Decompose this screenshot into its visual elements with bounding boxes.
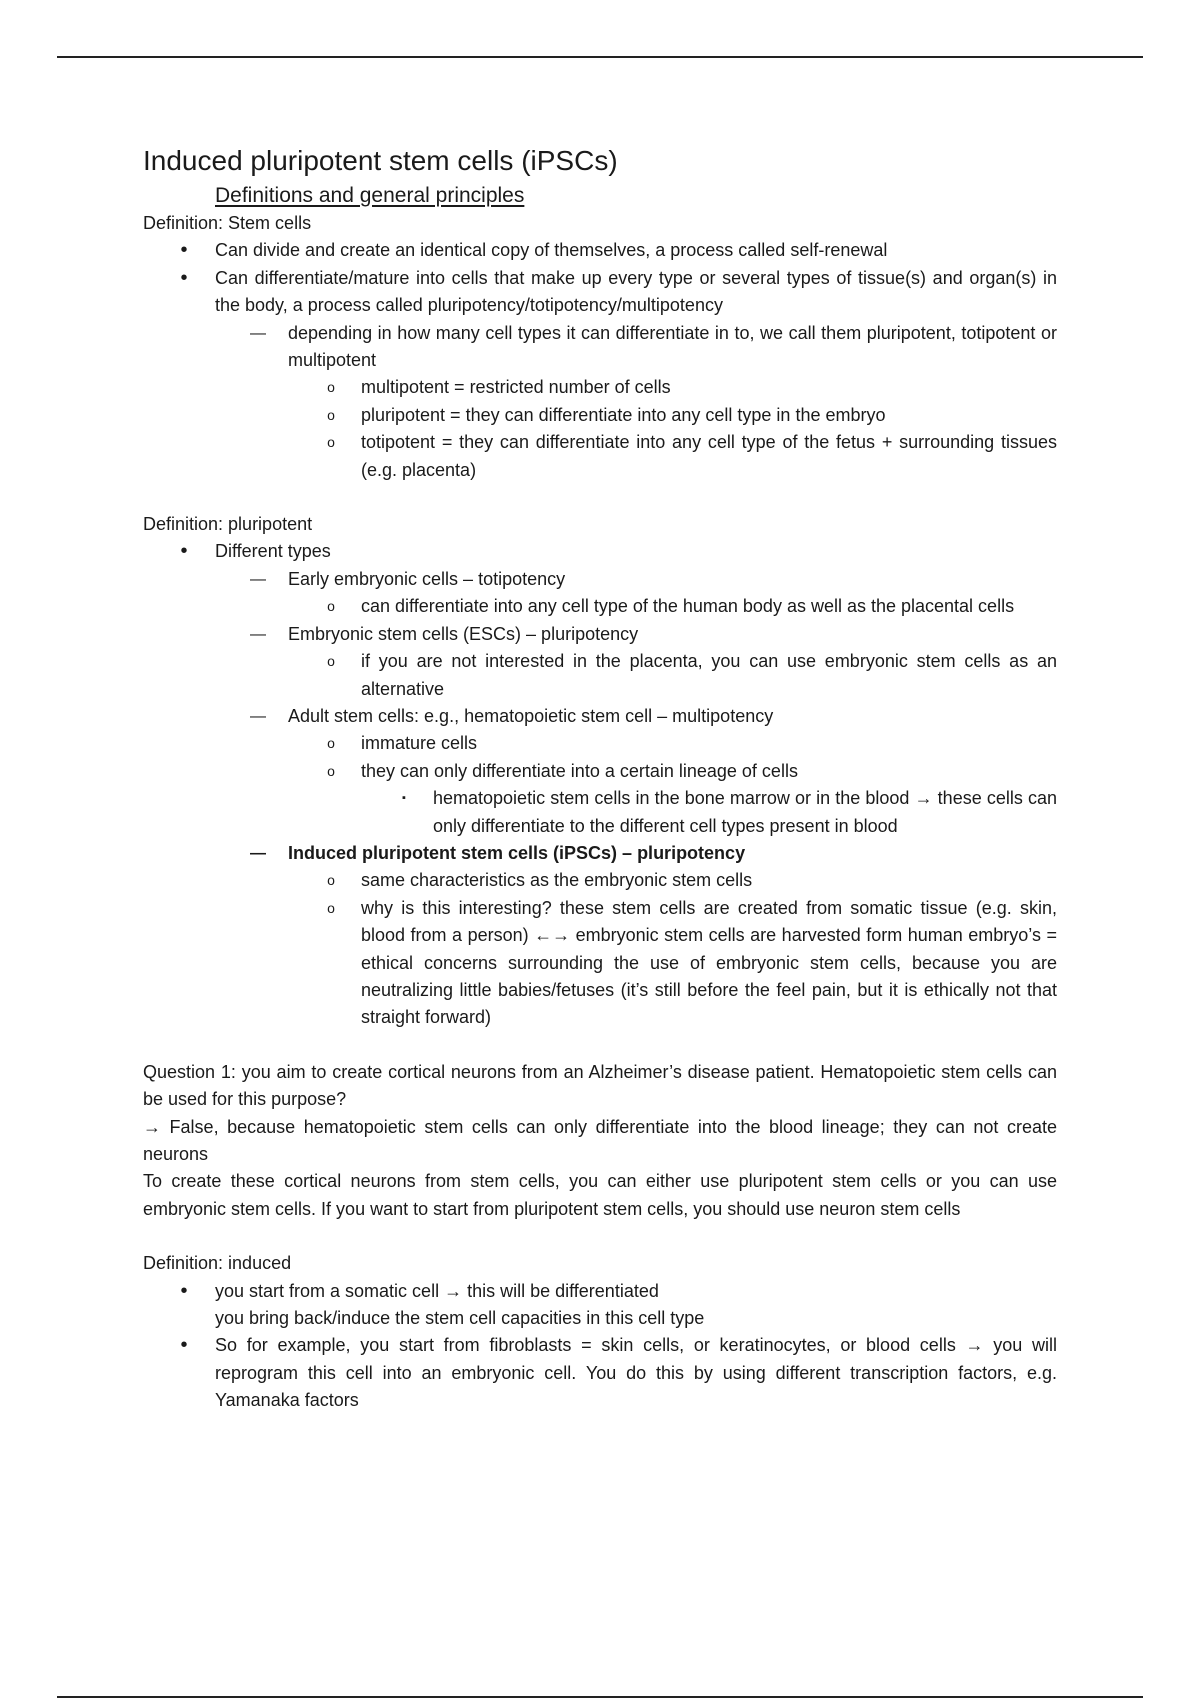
list-item-text: Induced pluripotent stem cells (iPSCs) – pluripotency (288, 842, 746, 863)
list-item-text: Embryonic stem cells (ESCs) – pluripotency (288, 623, 639, 644)
question-text: Question 1: you aim to create cortical neurons from an Alzheimer’s disease patient. Hematopoietic stem cells can be used for this purpose? (143, 1061, 1057, 1110)
list-item-text: So for example, you start from fibroblasts = skin cells, or keratinocytes, or blood cells → you will reprogram this cell into an embryonic cell. You do this by using different transcription factors, e.g. Yamanaka factors (215, 1335, 1057, 1411)
list-item (143, 621, 1057, 648)
answer-text: → False, because hematopoietic stem cells can only differentiate into the blood lineage; they can not create neurons (143, 1116, 1057, 1164)
list-item (143, 703, 1057, 730)
list-item-text: pluripotent = they can differentiate into any cell type in the embryo (361, 404, 886, 425)
list-item (143, 785, 1057, 840)
circle-bullet-icon: o (327, 653, 335, 670)
page-title: Induced pluripotent stem cells (iPSCs) (143, 145, 618, 176)
footer-rule (57, 1696, 1143, 1698)
list-item (143, 265, 1057, 320)
list-item-text: they can only differentiate into a certain lineage of cells (361, 760, 798, 781)
pluripotent-heading: Definition: pluripotent (143, 514, 313, 535)
list-item-text: totipotent = they can differentiate into any cell type of the fetus + surrounding tissues (e.g. placenta) (361, 432, 1057, 480)
list-item-text: if you are not interested in the placenta, you can use embryonic stem cells as an alternative (361, 651, 1057, 699)
list-item (143, 593, 1057, 620)
circle-bullet-icon: o (327, 899, 335, 916)
stem-cells-list (143, 237, 1057, 484)
dash-icon: — (250, 625, 266, 643)
spacer (143, 1223, 1057, 1250)
dash-icon: — (250, 324, 266, 342)
dash-icon: — (250, 707, 266, 725)
induced-list (143, 1278, 1057, 1415)
induced-heading: Definition: induced (143, 1253, 292, 1274)
list-item-text: Adult stem cells: e.g., hematopoietic stem cell – multipotency (288, 705, 774, 726)
list-item-text: immature cells (361, 733, 478, 754)
list-item (143, 402, 1057, 429)
list-item (143, 758, 1057, 785)
bullet-icon: • (180, 1334, 188, 1357)
list-item (143, 1278, 1057, 1333)
circle-bullet-icon: o (327, 598, 335, 615)
circle-bullet-icon: o (327, 872, 335, 889)
bullet-icon: • (180, 266, 188, 289)
list-item-text: depending in how many cell types it can differentiate in to, we call them pluripotent, totipotent or multipotent (288, 322, 1057, 371)
circle-bullet-icon: o (327, 762, 335, 779)
dash-icon: — (250, 570, 266, 588)
list-item-text: you bring back/induce the stem cell capacities in this cell type (215, 1308, 705, 1329)
list-item-text: Can divide and create an identical copy of themselves, a process called self-renewal (215, 240, 888, 261)
stem-cells-heading: Definition: Stem cells (143, 213, 312, 233)
list-item (143, 840, 1057, 867)
list-item (143, 648, 1057, 703)
document-page (143, 143, 1057, 1415)
list-item-text: can differentiate into any cell type of the human body as well as the placental cells (361, 596, 1015, 617)
explanation-text: To create these cortical neurons from stem cells, you can either use pluripotent stem cells or you can use embryonic stem cells. If you want to start from pluripotent stem cells, you should use neuron stem cells (143, 1171, 1057, 1219)
header-rule (57, 56, 1143, 58)
list-item-text: multipotent = restricted number of cells (361, 377, 671, 398)
section-subtitle: Definitions and general principles (215, 184, 525, 207)
pluripotent-list (143, 538, 1057, 1031)
list-item-text: Early embryonic cells – totipotency (288, 568, 566, 589)
list-item (143, 429, 1057, 484)
spacer (143, 484, 1057, 511)
dash-icon: — (250, 844, 266, 862)
circle-bullet-icon: o (327, 434, 335, 451)
list-item (143, 566, 1057, 593)
list-item (143, 1332, 1057, 1414)
list-item (143, 895, 1057, 1032)
list-item-text: hematopoietic stem cells in the bone marrow or in the blood → these cells can only differentiate to the different cell types present in blood (433, 788, 1057, 836)
list-item-text: same characteristics as the embryonic stem cells (361, 870, 753, 891)
bullet-icon: • (180, 1279, 188, 1302)
bullet-icon: • (180, 540, 188, 563)
circle-bullet-icon: o (327, 406, 335, 423)
list-item (143, 867, 1057, 894)
list-item (143, 374, 1057, 401)
square-bullet-icon: ▪ (402, 792, 406, 805)
list-item-text: why is this interesting? these stem cells are created from somatic tissue (e.g. skin, blood from a person) ←→ embryonic stem cells are harvested form human embryo’s = ethical concerns surrounding the use of embryonic stem cells, because you are neutralizing little babies/fetuses (it’s still before the feel pain, but it is ethically not that straight forward) (361, 897, 1057, 1028)
list-item-text: Different types (215, 541, 331, 562)
circle-bullet-icon: o (327, 379, 335, 396)
list-item (143, 320, 1057, 375)
list-item (143, 538, 1057, 565)
list-item-text: Can differentiate/mature into cells that make up every type or several types of tissue(s) and organ(s) in the body, a process called pluripotency/totipotency/multipotency (215, 267, 1057, 316)
list-item (143, 730, 1057, 757)
circle-bullet-icon: o (327, 735, 335, 752)
list-item-text: you start from a somatic cell → this will be differentiated (215, 1280, 659, 1301)
spacer (143, 1032, 1057, 1059)
bullet-icon: • (180, 239, 188, 262)
list-item (143, 237, 1057, 264)
